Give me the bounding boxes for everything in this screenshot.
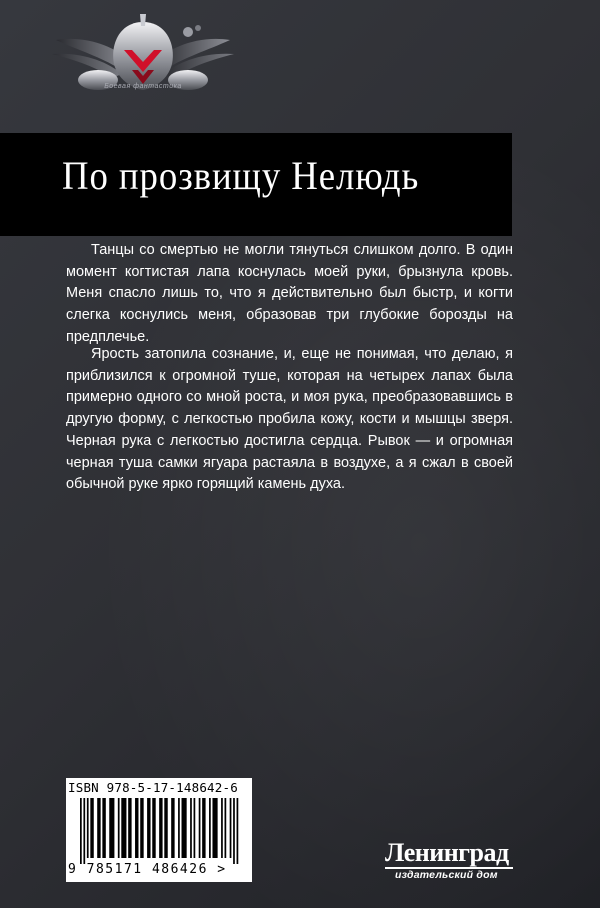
barcode-bar: [225, 798, 227, 858]
series-caption: Боевая фантастика: [104, 83, 182, 90]
barcode-bar: [83, 798, 85, 864]
barcode-bar: [118, 798, 120, 858]
barcode-bar: [102, 798, 105, 858]
barcode-bar: [230, 798, 232, 858]
barcode-bars: [80, 798, 240, 864]
barcode-bar: [209, 798, 211, 858]
barcode-bar: [128, 798, 131, 858]
barcode-bar: [182, 798, 187, 858]
barcode-bar: [87, 798, 89, 858]
barcode-bar: [152, 798, 155, 858]
barcode-bar: [178, 798, 180, 858]
barcode-bar: [233, 798, 235, 864]
barcode-bar: [199, 798, 201, 858]
publisher-subtitle: издательский дом: [395, 869, 498, 881]
barcode-bar: [140, 798, 143, 858]
publisher-name: Ленинград: [385, 838, 509, 867]
barcode-bar: [80, 798, 82, 864]
blurb-paragraph-2: Ярость затопила сознание, и, еще не понимая, что делаю, я приблизился к огромной туше, которая на четырех лапах была примерно одного со мной роста, и моя рука, преобразовавшись в другую форму, с легкостью пробила кожу, кости и мышцы зверя. Черная рука с легкостью достигла сердца. Рывок — и огромная черная туша самки ягуара растаяла в воздухе, а я сжал в своей обычной руке ярко горящий камень духа.: [66, 346, 513, 493]
barcode-bar: [190, 798, 192, 858]
barcode-bar: [109, 798, 114, 858]
barcode-digits: 9 785171 486426 >: [68, 862, 227, 877]
barcode-bar: [164, 798, 167, 858]
barcode-bar: [90, 798, 93, 858]
barcode-bar: [237, 798, 239, 864]
barcode-bar: [194, 798, 196, 858]
barcode-bar: [135, 798, 138, 858]
isbn-label: ISBN 978-5-17-148642-6: [68, 780, 238, 795]
barcode-bar: [171, 798, 174, 858]
barcode-bar: [97, 798, 100, 858]
blurb-paragraph-1: Танцы со смертью не могли тянуться слишком долго. В один момент когтистая лапа коснулась моей руки, брызнула кровь. Меня спасло лишь то, что я действительно был быстр, и когти слегка коснулись меня, образовав три глубокие борозды на предплечье.: [66, 242, 513, 345]
barcode-bar: [121, 798, 126, 858]
barcode-bar: [212, 798, 217, 858]
barcode-bar: [202, 798, 205, 858]
barcode-bar: [147, 798, 150, 858]
barcode-bar: [221, 798, 223, 858]
book-title: По прозвищу Нелюдь: [62, 153, 420, 198]
barcode-bar: [159, 798, 162, 858]
